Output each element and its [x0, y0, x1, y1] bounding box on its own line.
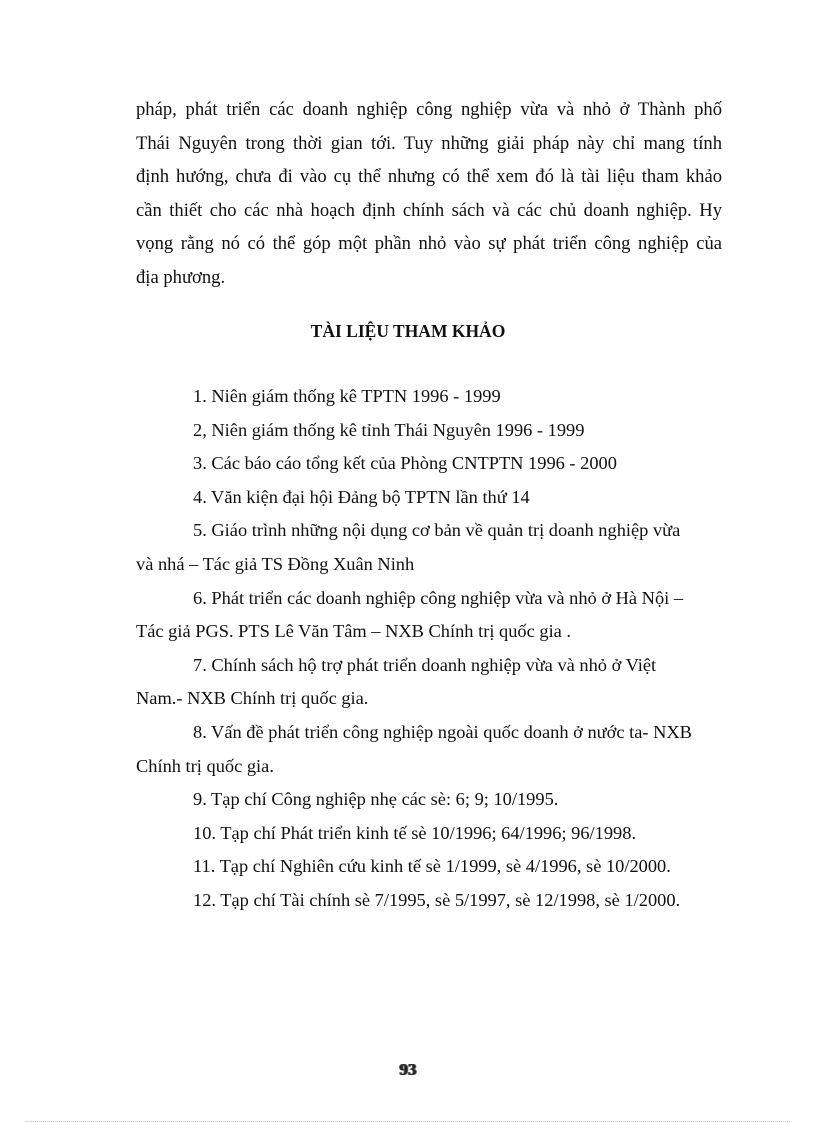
- reference-item: [136, 481, 722, 515]
- reference-text: 4. Văn kiện đại hội Đảng bộ TPTN lần thứ 14: [193, 486, 530, 507]
- reference-continuation: Nam.- NXB Chính trị quốc gia.: [136, 688, 369, 709]
- reference-item: [136, 447, 722, 481]
- intro-line: địa phương.: [136, 266, 226, 288]
- reference-text: 7. Chính sách hộ trợ phát triển doanh nghiệp vừa và nhỏ ở Việt: [193, 654, 657, 675]
- reference-item: [136, 817, 722, 851]
- footer-divider: [26, 1121, 790, 1122]
- reference-text: 11. Tạp chí Nghiên cứu kinh tế sè 1/1999, sè 4/1996, sè 10/2000.: [193, 856, 671, 877]
- reference-continuation: Chính trị quốc gia.: [136, 755, 274, 776]
- reference-item: [136, 380, 722, 414]
- reference-continuation: và nhá – Tác giả TS Đồng Xuân Ninh: [136, 553, 415, 574]
- reference-item: [136, 716, 722, 783]
- reference-text: 9. Tạp chí Công nghiệp nhẹ các sè: 6; 9; 10/1995.: [193, 789, 559, 810]
- intro-line: cần thiết cho các nhà hoạch định chính sách và các chủ doanh nghiệp. Hy: [136, 199, 722, 221]
- reference-item: [136, 850, 722, 884]
- reference-text: 10. Tạp chí Phát triển kinh tế sè 10/1996; 64/1996; 96/1998.: [193, 822, 637, 843]
- reference-continuation: Tác giả PGS. PTS Lê Văn Tâm – NXB Chính trị quốc gia .: [136, 621, 572, 642]
- intro-line: Thái Nguyên trong thời gian tới. Tuy những giải pháp này chỉ mang tính: [136, 132, 722, 154]
- reference-text: 5. Giáo trình những nội dụng cơ bản về quản trị doanh nghiệp vừa: [193, 520, 681, 541]
- intro-line: định hướng, chưa đi vào cụ thể nhưng có thể xem đó là tài liệu tham khảo: [136, 166, 722, 188]
- reference-text: 6. Phát triển các doanh nghiệp công nghiệp vừa và nhỏ ở Hà Nội –: [193, 587, 684, 608]
- reference-item: [136, 649, 722, 716]
- intro-paragraph: [136, 93, 722, 295]
- references-list: [136, 380, 722, 918]
- reference-item: [136, 783, 722, 817]
- references-heading: TÀI LIỆU THAM KHẢO: [310, 321, 506, 341]
- reference-item: [136, 582, 722, 649]
- reference-text: 3. Các báo cáo tổng kết của Phòng CNTPTN 1996 - 2000: [193, 453, 617, 474]
- intro-line: vọng rằng nó có thể góp một phần nhỏ vào sự phát triển công nghiệp của: [136, 233, 722, 255]
- reference-item: [136, 414, 722, 448]
- intro-line: pháp, phát triển các doanh nghiệp công nghiệp vừa và nhỏ ở Thành phố: [136, 99, 722, 120]
- reference-text: 2, Niên giám thống kê tỉnh Thái Nguyên 1996 - 1999: [193, 419, 585, 440]
- reference-item: [136, 514, 722, 581]
- reference-item: [136, 884, 722, 918]
- reference-text: 1. Niên giám thống kê TPTN 1996 - 1999: [193, 386, 501, 406]
- page-number: 93: [399, 1060, 417, 1079]
- reference-text: 8. Vấn đề phát triển công nghiệp ngoài quốc doanh ở nước ta- NXB: [193, 721, 692, 742]
- reference-text: 12. Tạp chí Tài chính sè 7/1995, sè 5/1997, sè 12/1998, sè 1/2000.: [193, 889, 681, 910]
